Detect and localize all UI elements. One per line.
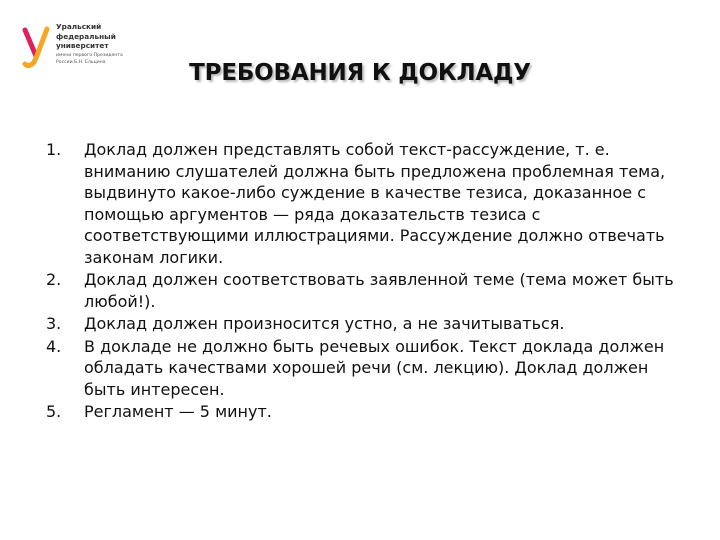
item-text: В докладе не должно быть речевых ошибок. Текст доклада должен обладать качествами хорошей речи (см. лекцию). Доклад должен быть интересен. [84,336,665,399]
list-item [46,336,686,401]
item-number: 3. [46,314,62,333]
slide-title: ТРЕБОВАНИЯ К ДОКЛАДУ [189,60,531,86]
logo-line-2: федеральный [56,31,116,41]
item-number: 1. [46,140,62,159]
logo-subline-2: России Б.Н. Ельцина [56,60,106,66]
logo-subline-1: имени первого Президента [56,52,123,58]
list-item [46,139,686,268]
list-item [46,269,686,312]
item-number: 5. [46,402,62,421]
item-text: Доклад должен соответствовать заявленной теме (тема может быть любой!). [84,270,674,311]
requirements-list [46,139,686,424]
item-number: 2. [46,270,62,289]
list-item [46,313,686,335]
item-number: 4. [46,336,62,356]
list-item [46,401,686,423]
item-text: Доклад должен представлять собой текст-рассуждение, т. е. вниманию слушателей должна быть предложена проблемная тема, выдвинуто какое-либо суждение в качестве тезиса, доказанное с помощью аргументов — ряда доказательств тезиса с соответствующими иллюстрациями. Рассуждение должно отвечать законам логики. [84,140,666,267]
item-text: Регламент — 5 минут. [84,402,272,421]
logo-line-1: Уральский [56,22,102,31]
item-text: Доклад должен произносится устно, а не зачитываться. [84,314,565,333]
logo-line-3: университет [56,41,109,50]
